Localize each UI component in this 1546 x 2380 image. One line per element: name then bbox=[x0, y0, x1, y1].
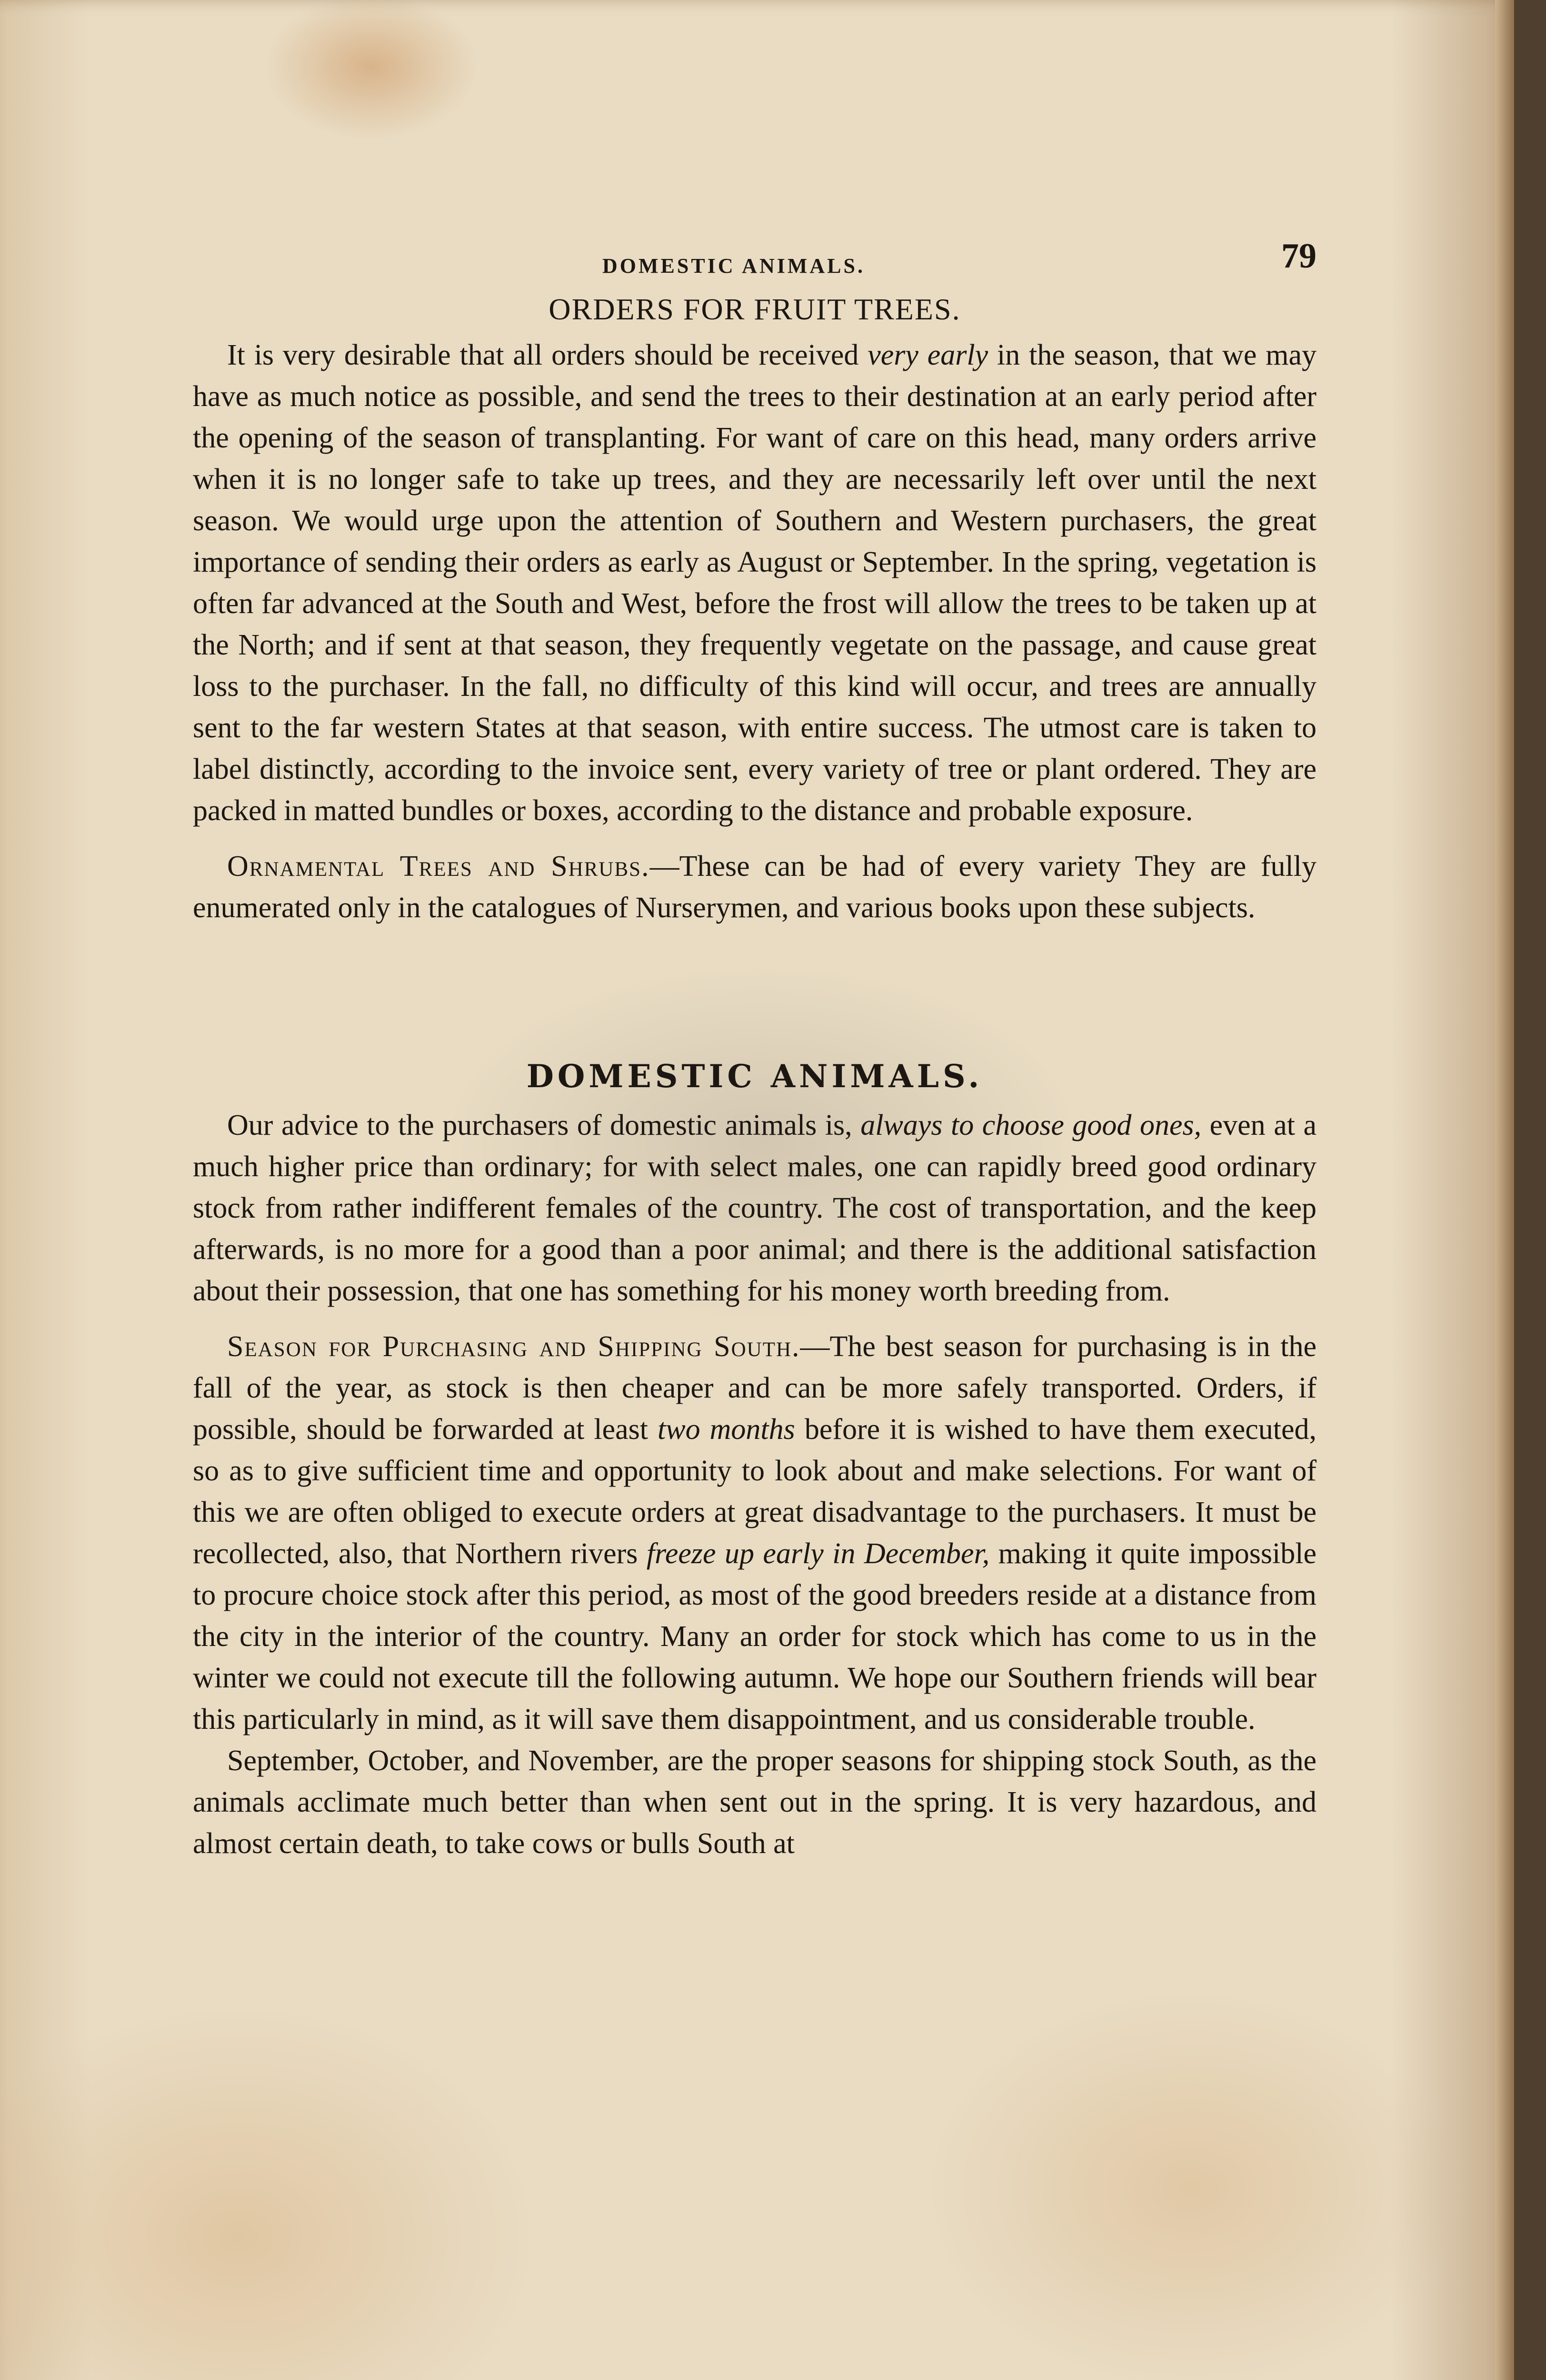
season-text-c: making it quite impossible to procure choice stock after this period, as most of the good breeders reside at a distance from the city in the interior of the country. Many an order for stock which has come to us in the winter we could not execute till the following autumn. We hope our Southern friends will bear this particularly in mind, as it will save them disappointment, and us considerable trouble. bbox=[193, 1537, 1317, 1735]
season-lead: Season for Purchasing and Shipping South. bbox=[227, 1330, 800, 1363]
ornamental-text: —These can be had of every variety They are fully enumerated only in the catalogues of Nurserymen, and various books upon these subjects. bbox=[193, 850, 1317, 924]
animals-p1-emphasis: always to choose good ones, bbox=[860, 1109, 1202, 1141]
page-number: 79 bbox=[1281, 237, 1317, 276]
orders-p1-text-a: It is very desirable that all orders should be received bbox=[227, 339, 868, 371]
orders-paragraph-2 bbox=[193, 846, 1317, 929]
animals-paragraph-2 bbox=[193, 1326, 1317, 1740]
orders-paragraph-1 bbox=[193, 335, 1317, 832]
ornamental-lead: Ornamental Trees and Shrubs. bbox=[227, 850, 650, 883]
animals-p1-text-a: Our advice to the purchasers of domestic animals is, bbox=[227, 1109, 861, 1141]
page-edge bbox=[1495, 0, 1514, 2380]
running-head bbox=[193, 236, 1317, 288]
animals-paragraph-1 bbox=[193, 1105, 1317, 1312]
running-head-title: DOMESTIC ANIMALS. bbox=[602, 254, 865, 278]
season-emphasis-1: two months bbox=[658, 1413, 795, 1446]
page-text-block bbox=[193, 236, 1317, 1864]
animals-paragraph-3: September, October, and November, are the proper seasons for shipping stock South, as the animals acclimate much better than when sent out in the spring. It is very hazardous, and almost certain death, to take cows or bulls South at bbox=[193, 1745, 1317, 1860]
animals-heading: DOMESTIC ANIMALS. bbox=[526, 1058, 983, 1095]
orders-heading: ORDERS FOR FRUIT TREES. bbox=[549, 292, 961, 326]
season-emphasis-2: freeze up early in December, bbox=[646, 1537, 990, 1570]
animals-p1-text-b: even at a much higher price than ordinary; for with select males, one can rapidly breed good ordinary stock from rather indifferent females of the country. The cost of transportation, and the keep afterwards, is no more for a good than a poor animal; and there is the additional satisfaction about their possession, that one has something for his money worth breeding from. bbox=[193, 1109, 1317, 1307]
season-text-a: —The best season for purchasing is in the fall of the year, as stock is then cheaper and can be more safely transported. Orders, if possible, should be forwarded at least bbox=[193, 1330, 1317, 1446]
orders-p1-emphasis: very early bbox=[868, 339, 988, 371]
season-text-b: before it is wished to have them executed, so as to give sufficient time and opportunity to look about and make selections. For want of this we are often obliged to execute orders at great disadvantage to the purchasers. It must be recollected, also, that Northern rivers bbox=[193, 1413, 1317, 1570]
orders-p1-text-b: in the season, that we may have as much notice as possible, and send the trees to their destination at an early period after the opening of the season of transplanting. For want of care on this head, many orders arrive when it is no longer safe to take up trees, and they are necessarily left over until the next season. We would urge upon the attention of Southern and Western purchasers, the great importance of sending their orders as early as August or September. In the spring, vegetation is often far advanced at the South and West, before the frost will allow the trees to be taken up at the North; and if sent at that season, they frequently vegetate on the passage, and cause great loss to the purchaser. In the fall, no difficulty of this kind will occur, and trees are annually sent to the far western States at that season, with entire success. The utmost care is taken to label distinctly, according to the invoice sent, every variety of tree or plant ordered. They are packed in matted bundles or boxes, according to the distance and probable exposure. bbox=[193, 339, 1317, 827]
